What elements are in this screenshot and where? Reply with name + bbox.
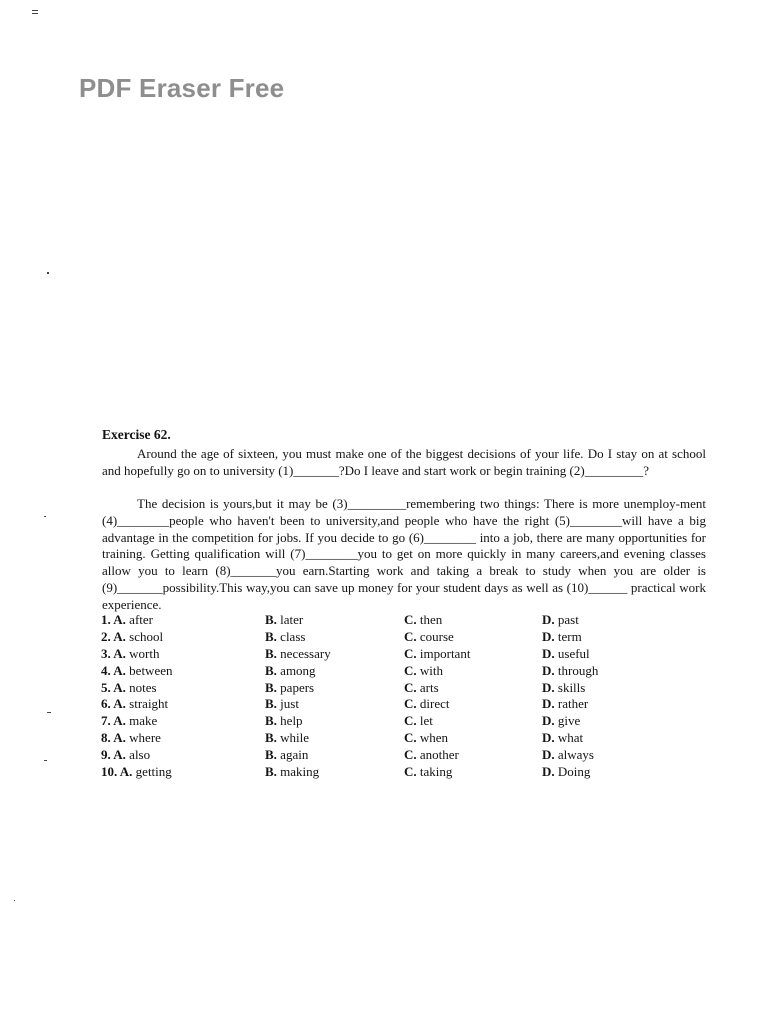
option-key: C. xyxy=(404,662,417,678)
option-a xyxy=(101,629,163,645)
question-row xyxy=(101,713,621,730)
option-text: papers xyxy=(280,679,315,695)
option-c xyxy=(404,629,454,645)
question-row xyxy=(101,680,621,697)
option-text: with xyxy=(419,662,444,678)
option-c xyxy=(404,696,449,712)
option-text: give xyxy=(557,713,581,729)
option-key: 10. A. xyxy=(101,764,133,780)
option-text: term xyxy=(557,628,582,644)
option-c xyxy=(404,713,433,729)
option-text: also xyxy=(129,747,151,763)
option-text: rather xyxy=(557,696,589,712)
option-key: C. xyxy=(404,612,417,627)
option-c xyxy=(404,747,459,763)
question-row xyxy=(101,747,621,764)
option-text: where xyxy=(129,730,161,746)
option-key: D. xyxy=(542,713,555,729)
option-b xyxy=(265,696,299,712)
passage-paragraph-1 xyxy=(102,446,706,480)
question-row xyxy=(101,629,621,646)
option-key: D. xyxy=(542,645,555,661)
option-key: D. xyxy=(542,696,555,712)
paragraph-1-text: Around the age of sixteen, you must make one of the biggest decisions of your life. Do I stay on at school and hopefully go on to university (1)_______?Do I leave and start work or begin training (2)_________? xyxy=(102,446,706,478)
option-key: B. xyxy=(265,612,277,627)
option-text: getting xyxy=(135,764,172,780)
option-text: again xyxy=(280,747,309,763)
option-key: B. xyxy=(265,679,277,695)
option-text: make xyxy=(129,713,158,729)
option-c xyxy=(404,680,439,696)
option-text: direct xyxy=(419,696,450,712)
option-key: C. xyxy=(404,645,417,661)
option-d xyxy=(542,680,585,696)
option-a xyxy=(101,646,160,662)
option-key: D. xyxy=(542,662,555,678)
option-key: 8. A. xyxy=(101,730,126,746)
scan-artifact-margin-dot xyxy=(47,272,49,274)
option-text: always xyxy=(557,747,594,763)
scan-artifact-margin-dot xyxy=(47,712,51,713)
option-key: C. xyxy=(404,730,417,746)
paragraph-2-text: The decision is yours,but it may be (3)_________remembering two things: There is more unemploy-ment (4)________people who haven't been to university,and people who have the right (5)________will have a big advantage in the competition for jobs. If you decide to go (6)________ into a job, there are many opportunities for training. Getting qualification will (7)________you to get on more quickly in many careers,and evening classes allow you to learn (8)_______you earn.Starting work and taking a break to study when you are older is (9)_______possibility.This way,you can save up money for your student days as well as (10)______ practical work experience. xyxy=(102,496,706,612)
option-text: among xyxy=(280,662,316,678)
option-key: D. xyxy=(542,612,555,627)
option-a xyxy=(101,764,172,780)
option-text: arts xyxy=(419,679,439,695)
scan-artifact-margin-dot xyxy=(14,900,15,901)
option-key: C. xyxy=(404,628,417,644)
option-key: B. xyxy=(265,662,277,678)
option-text: let xyxy=(419,713,433,729)
option-a xyxy=(101,713,157,729)
option-a xyxy=(101,730,161,746)
option-b xyxy=(265,663,316,679)
option-text: notes xyxy=(129,679,157,695)
option-key: C. xyxy=(404,696,417,712)
option-d xyxy=(542,713,580,729)
option-text: what xyxy=(557,730,584,746)
question-row xyxy=(101,663,621,680)
option-text: worth xyxy=(129,645,160,661)
option-text: after xyxy=(129,612,153,627)
option-b xyxy=(265,747,308,763)
option-key: B. xyxy=(265,696,277,712)
option-key: D. xyxy=(542,730,555,746)
option-key: B. xyxy=(265,730,277,746)
option-text: Doing xyxy=(557,764,591,780)
question-row xyxy=(101,730,621,747)
exercise-title: Exercise 62. xyxy=(102,427,171,442)
option-c xyxy=(404,663,443,679)
option-text: straight xyxy=(129,696,169,712)
option-b xyxy=(265,680,314,696)
option-a xyxy=(101,747,150,763)
option-key: C. xyxy=(404,679,417,695)
option-text: school xyxy=(129,628,164,644)
option-key: 3. A. xyxy=(101,645,126,661)
watermark-text: PDF Eraser Free xyxy=(79,73,285,103)
option-text: just xyxy=(280,696,299,712)
option-b xyxy=(265,629,305,645)
option-key: D. xyxy=(542,679,555,695)
option-key: C. xyxy=(404,713,417,729)
passage-paragraph-2 xyxy=(102,496,706,614)
option-b xyxy=(265,764,319,780)
option-c xyxy=(404,764,452,780)
option-text: making xyxy=(280,764,320,780)
option-key: D. xyxy=(542,764,555,780)
option-d xyxy=(542,612,579,628)
answer-options-list xyxy=(101,612,621,781)
option-text: another xyxy=(419,747,459,763)
option-key: B. xyxy=(265,747,277,763)
option-text: while xyxy=(280,730,310,746)
option-key: B. xyxy=(265,645,277,661)
option-d xyxy=(542,747,594,763)
option-b xyxy=(265,713,303,729)
option-text: past xyxy=(557,612,579,627)
option-b xyxy=(265,612,303,628)
option-key: B. xyxy=(265,764,277,780)
option-key: B. xyxy=(265,628,277,644)
option-key: 2. A. xyxy=(101,628,126,644)
scan-artifact-top-left xyxy=(32,13,38,14)
option-text: important xyxy=(419,645,471,661)
option-text: class xyxy=(280,628,306,644)
option-d xyxy=(542,629,582,645)
option-text: when xyxy=(419,730,449,746)
question-row xyxy=(101,696,621,713)
option-a xyxy=(101,696,168,712)
option-text: through xyxy=(557,662,599,678)
option-a xyxy=(101,680,157,696)
option-key: 4. A. xyxy=(101,662,126,678)
option-text: then xyxy=(419,612,443,627)
option-d xyxy=(542,646,590,662)
question-row xyxy=(101,646,621,663)
option-text: between xyxy=(129,662,173,678)
option-b xyxy=(265,730,309,746)
scan-artifact-margin-dot xyxy=(44,516,46,517)
option-key: C. xyxy=(404,764,417,780)
option-text: skills xyxy=(557,679,586,695)
option-key: C. xyxy=(404,747,417,763)
option-a xyxy=(101,612,153,628)
option-d xyxy=(542,696,588,712)
option-key: 5. A. xyxy=(101,679,126,695)
option-key: D. xyxy=(542,628,555,644)
option-key: 9. A. xyxy=(101,747,126,763)
option-d xyxy=(542,730,583,746)
option-c xyxy=(404,612,442,628)
option-key: 6. A. xyxy=(101,696,126,712)
scan-artifact-top-left xyxy=(32,10,38,11)
option-key: D. xyxy=(542,747,555,763)
option-key: 1. A. xyxy=(101,612,126,627)
option-c xyxy=(404,730,448,746)
option-d xyxy=(542,764,590,780)
scan-artifact-margin-dot xyxy=(44,760,47,761)
option-text: course xyxy=(419,628,454,644)
option-text: necessary xyxy=(280,645,331,661)
option-text: useful xyxy=(557,645,590,661)
option-key: B. xyxy=(265,713,277,729)
option-a xyxy=(101,663,172,679)
option-text: later xyxy=(280,612,304,627)
option-text: help xyxy=(280,713,303,729)
option-d xyxy=(542,663,598,679)
option-key: 7. A. xyxy=(101,713,126,729)
option-text: taking xyxy=(419,764,453,780)
option-c xyxy=(404,646,470,662)
option-b xyxy=(265,646,331,662)
question-row xyxy=(101,764,621,781)
question-row xyxy=(101,612,621,629)
